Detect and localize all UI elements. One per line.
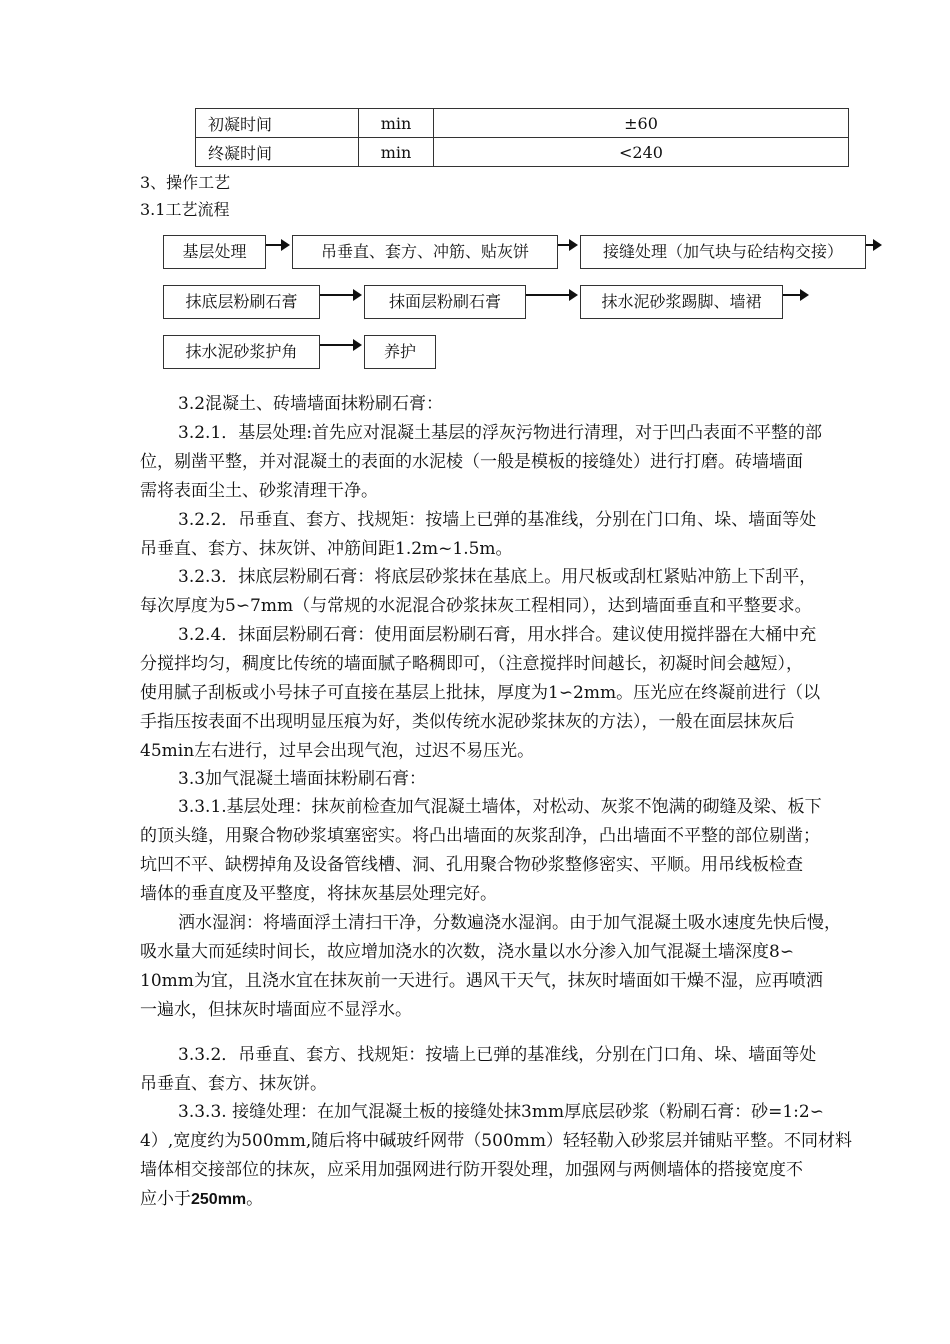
paragraph-line: 吊垂直、套方、抹灰饼、冲筋间距1.2m~1.5m。 [140, 539, 513, 559]
paragraph-line: 分搅拌均匀，稠度比传统的墙面腻子略稠即可，（注意搅拌时间越长，初凝时间会越短）， [140, 654, 803, 674]
paragraph-line: 3.2.2．吊垂直、套方、找规矩：按墙上已弹的基准线，分别在门口角、垛、墙面等处 [178, 510, 817, 530]
paragraph-line: 一遍水，但抹灰时墙面应不显浮水。 [140, 1000, 412, 1020]
table-row [196, 109, 849, 138]
flow-step-corner: 抹水泥砂浆护角 [163, 335, 320, 369]
paragraph-3-3-3 [140, 1098, 910, 1214]
flow-step-plumb: 吊垂直、套方、冲筋、贴灰饼 [292, 235, 558, 269]
paragraph-end-mark: 。 [246, 1189, 264, 1209]
paragraph-line: 的顶头缝，用聚合物砂浆填塞密实。将凸出墙面的灰浆刮净，凸出墙面不平整的部位剔凿； [140, 826, 820, 846]
paragraph-line: 位，剔凿平整，并对混凝土的表面的水泥棱（一般是模板的接缝处）进行打磨。砖墙墙面 [140, 452, 803, 472]
paragraph-3-2-1 [140, 419, 910, 506]
paragraph-3-2-3 [140, 563, 910, 621]
paragraph-line: 需将表面尘土、砂浆清理干净。 [140, 481, 378, 501]
paragraph-3-3-1-wetting [140, 909, 910, 1025]
table-cell-unit: min [359, 109, 434, 138]
table-cell-value: <240 [434, 138, 849, 167]
paragraph-line: 每次厚度为5∽7mm（与常规的水泥混合砂浆抹灰工程相同），达到墙面垂直和平整要求。 [140, 596, 812, 616]
table-cell-name: 初凝时间 [196, 109, 359, 138]
width-value: 250mm [191, 1191, 247, 1208]
paragraph-line: 墙体相交接部位的抹灰，应采用加强网进行防开裂处理，加强网与两侧墙体的搭接宽度不 [140, 1160, 803, 1180]
section-3-heading: 3、操作工艺 [140, 173, 231, 192]
paragraph-line: 坑凹不平、缺楞掉角及设备管线槽、洞、孔用聚合物砂浆整修密实、平顺。用吊线板检查 [140, 855, 803, 875]
paragraph-line: 4）,宽度约为500mm,随后将中碱玻纤网带（500mm）轻轻勒入砂浆层并铺贴平整。不同材料 [140, 1131, 852, 1151]
flow-step-skirting: 抹水泥砂浆踢脚、墙裙 [580, 285, 783, 319]
paragraph-3-2-2 [140, 506, 910, 564]
flow-arrow [320, 344, 354, 346]
paragraph-line: 3.2.3．抹底层粉刷石膏：将底层砂浆抹在基底上。用尺板或刮杠紧贴冲筋上下刮平， [178, 567, 817, 587]
flow-step-face-coat: 抹面层粉刷石膏 [364, 285, 526, 319]
paragraph-line: 3.3.3. 接缝处理：在加气混凝土板的接缝处抹3mm厚底层砂浆（粉刷石膏：砂=1:2∽ [178, 1102, 824, 1122]
paragraph-line: 使用腻子刮板或小号抹子可直接在基层上批抹，厚度为1∽2mm。压光应在终凝前进行（以 [140, 683, 821, 703]
section-3-1-heading: 3.1工艺流程 [140, 200, 230, 219]
paragraph-line: 吸水量大而延续时间长，故应增加浇水的次数，浇水量以水分渗入加气混凝土墙深度8∽ [140, 942, 795, 962]
paragraph-3-3-2 [140, 1041, 910, 1099]
flow-step-base: 基层处理 [163, 235, 266, 269]
flow-arrow [320, 294, 354, 296]
flow-step-cure: 养护 [364, 335, 436, 369]
section-3-2-heading [140, 390, 910, 419]
paragraph-line: 3.2.4．抹面层粉刷石膏：使用面层粉刷石膏，用水拌合。建议使用搅拌器在大桶中充 [178, 625, 817, 645]
table-row [196, 138, 849, 167]
heading-text: 3.2混凝土、砖墙墙面抹粉刷石膏： [178, 394, 444, 414]
paragraph-line: 3.3.2．吊垂直、套方、找规矩：按墙上已弹的基准线，分别在门口角、垛、墙面等处 [178, 1045, 817, 1065]
paragraph-line: 洒水湿润：将墙面浮土清扫干净，分数遍浇水湿润。由于加气混凝土吸水速度先快后慢， [178, 913, 841, 933]
paragraph-line: 应小于 [140, 1189, 191, 1209]
paragraph-line: 吊垂直、套方、抹灰饼。 [140, 1074, 327, 1094]
table-cell-unit: min [359, 138, 434, 167]
flow-arrow [783, 294, 801, 296]
paragraph-line: 墙体的垂直度及平整度，将抹灰基层处理完好。 [140, 884, 497, 904]
paragraph-3-3-1 [140, 793, 910, 909]
heading-text: 3.3加气混凝土墙面抹粉刷石膏： [178, 769, 427, 789]
table-cell-value: ±60 [434, 109, 849, 138]
flow-arrow [866, 244, 874, 246]
flow-step-joint: 接缝处理（加气块与砼结构交接） [580, 235, 866, 269]
flow-arrow [266, 244, 282, 246]
paragraph-line: 手指压按表面不出现明显压痕为好，类似传统水泥砂浆抹灰的方法），一般在面层抹灰后 [140, 712, 795, 732]
paragraph-line: 3.2.1．基层处理:首先应对混凝土基层的浮灰污物进行清理，对于凹凸表面不平整的部 [178, 423, 822, 443]
flow-arrow [558, 244, 570, 246]
section-3-3-heading [140, 765, 910, 794]
paragraph-line: 10mm为宜，且浇水宜在抹灰前一天进行。遇风干天气，抹灰时墙面如干燥不湿，应再喷洒 [140, 971, 823, 991]
flow-step-base-coat: 抹底层粉刷石膏 [163, 285, 320, 319]
paragraph-line: 45min左右进行，过早会出现气泡，过迟不易压光。 [140, 741, 535, 761]
spec-table [195, 108, 849, 167]
paragraph-line: 3.3.1.基层处理：抹灰前检查加气混凝土墙体，对松动、灰浆不饱满的砌缝及梁、板下 [178, 797, 822, 817]
table-cell-name: 终凝时间 [196, 138, 359, 167]
paragraph-3-2-4 [140, 621, 910, 766]
flow-arrow [526, 294, 570, 296]
